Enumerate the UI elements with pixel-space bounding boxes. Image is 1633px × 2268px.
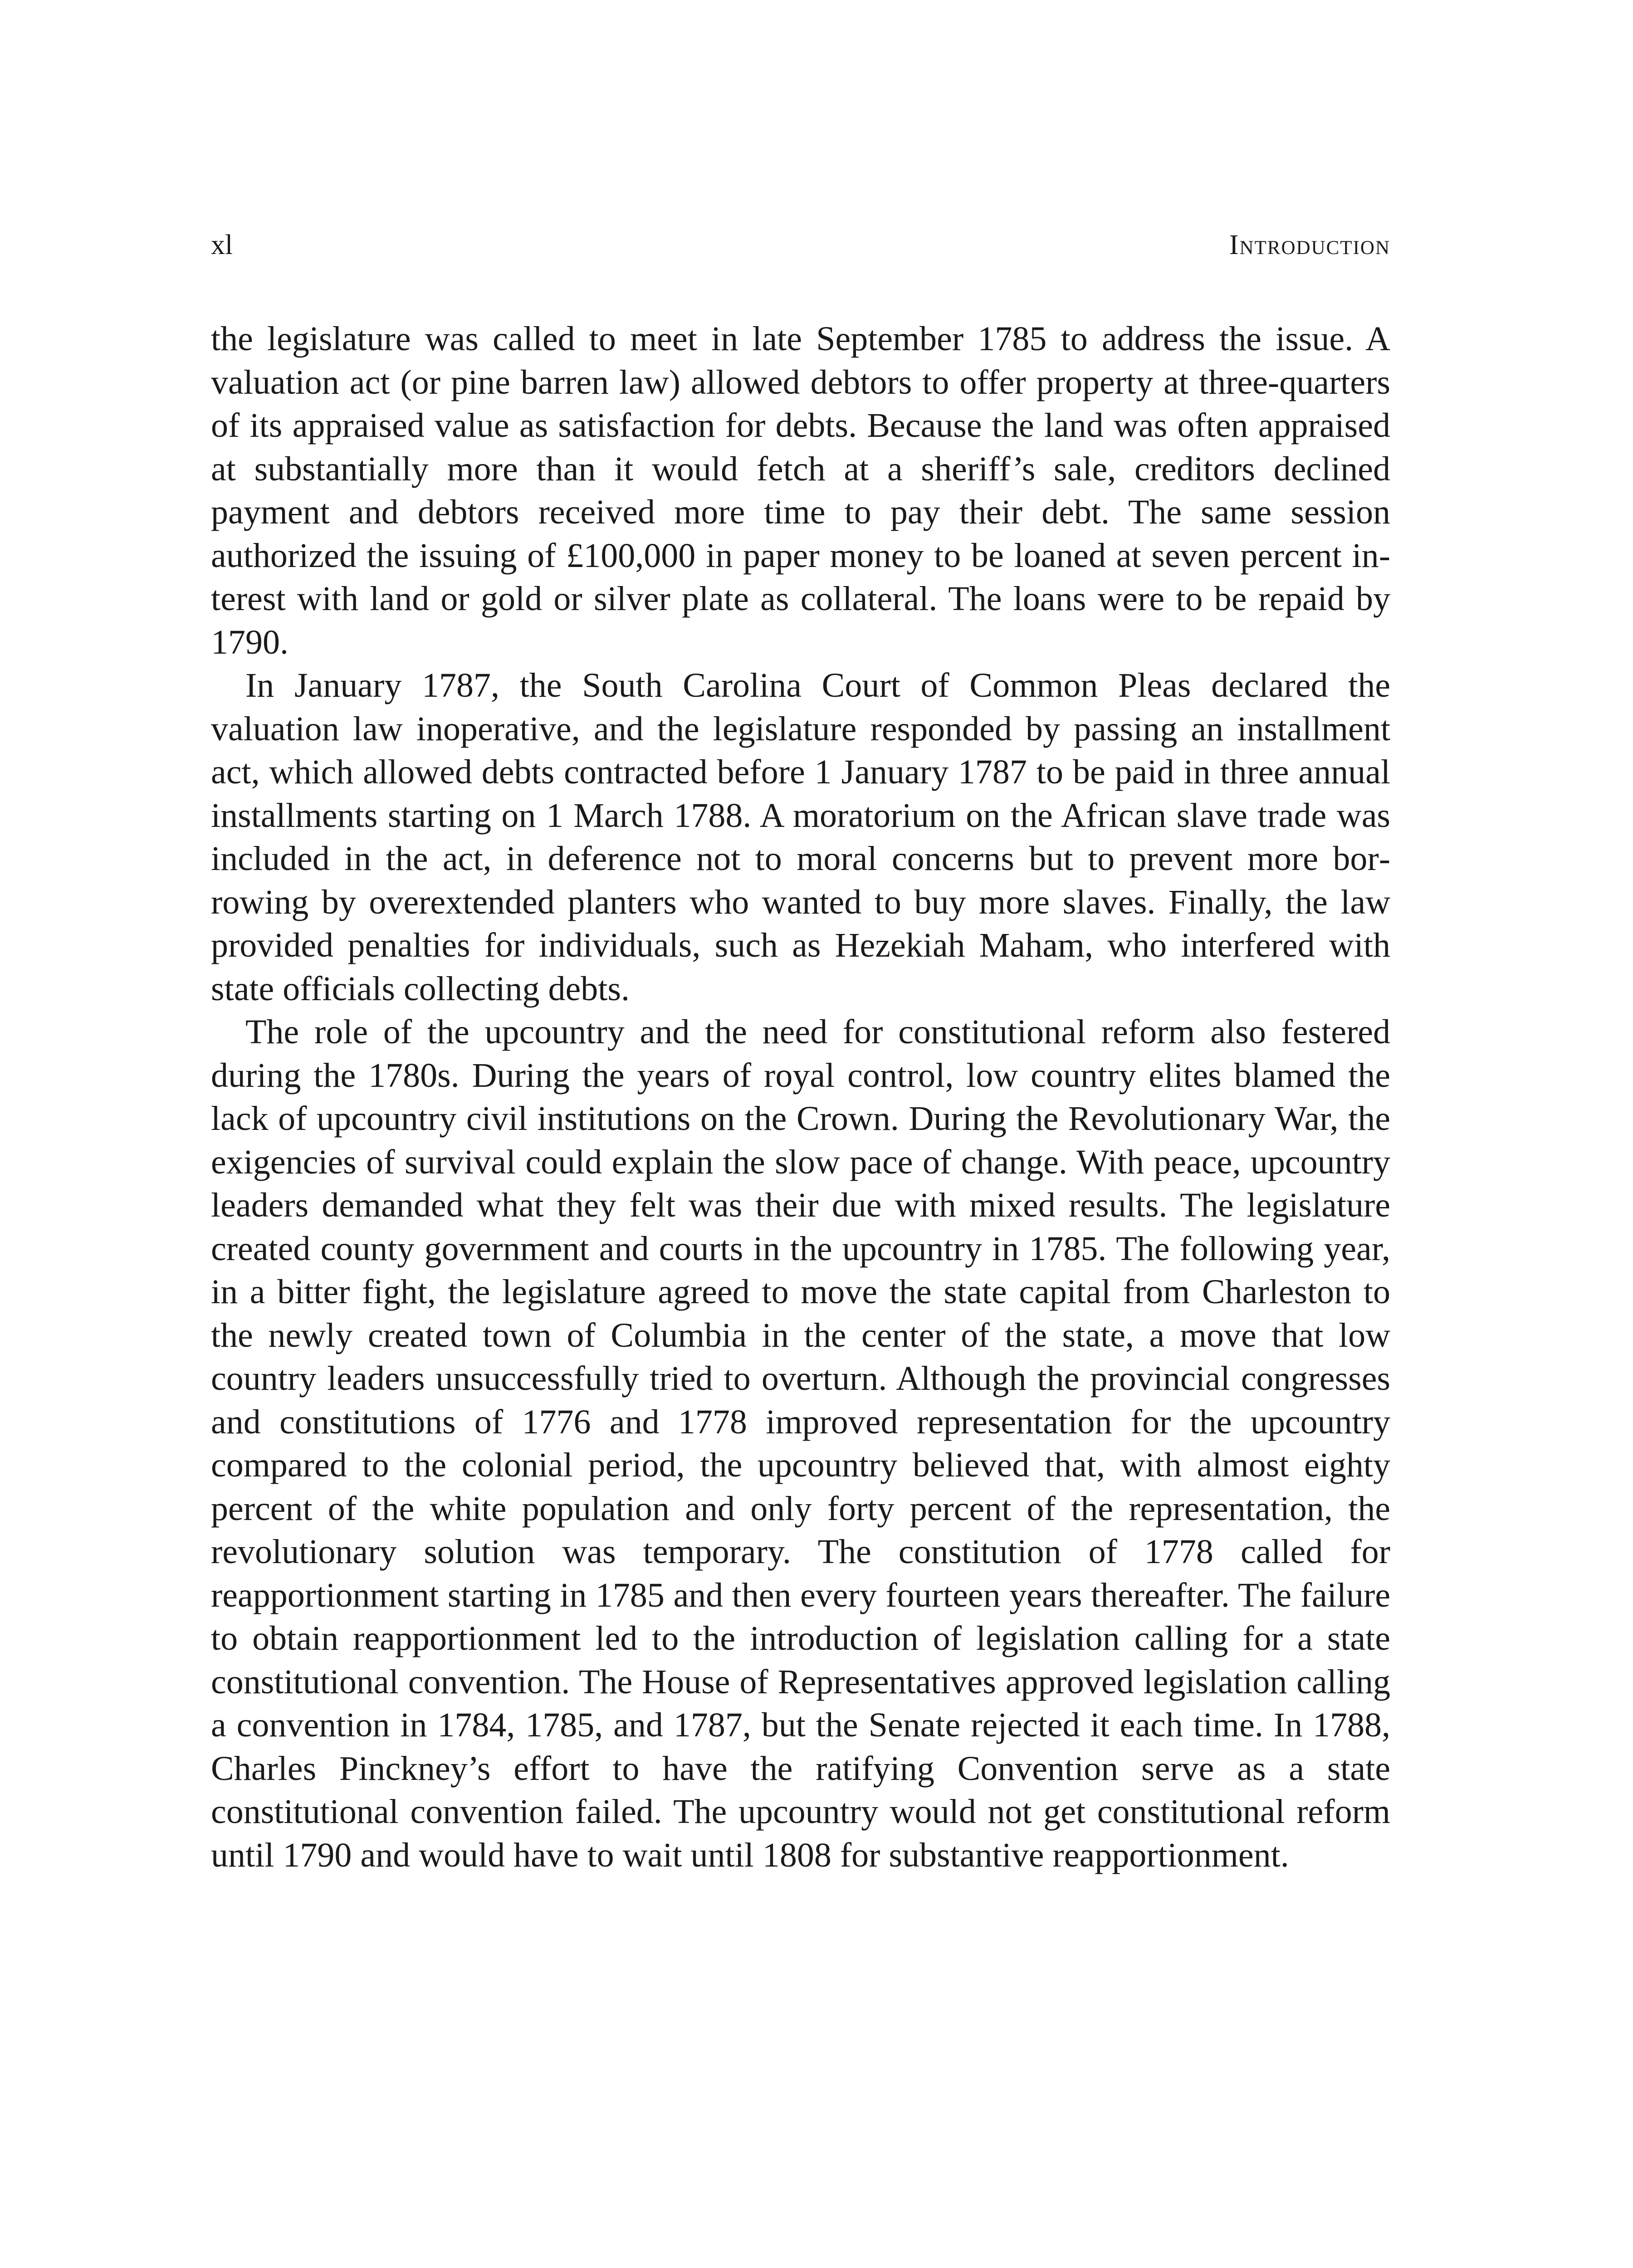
page-number: xl: [211, 230, 233, 260]
running-head: [211, 227, 1390, 263]
paragraph-1: the legislature was called to meet in late September 1785 to address the issue. A valuation act (or pine barren law) allowed debtors to offer property at three-quarters of its appraised value as satisfaction for debts. Because the land was often appraised at substantially more than it would fetch at a sheriff’s sale, creditors declined payment and debtors received more time to pay their debt. The same session authorized the issuing of £100,000 in paper money to be loaned at seven percent interest with land or gold or silver plate as collateral. The loans were to be repaid by 1790.: [211, 320, 1390, 661]
section-title: Introduction: [1229, 230, 1390, 260]
body-text: [211, 318, 1390, 1877]
paragraph-3: The role of the upcountry and the need for constitutional reform also festered during the 1780s. During the years of royal control, low country elites blamed the lack of upcountry civil institutions on the Crown. During the Revolutionary War, the exigencies of survival could explain the slow pace of change. With peace, upcountry leaders demanded what they felt was their due with mixed results. The legislature created county government and courts in the upcountry in 1785. The following year, in a bitter fight, the legislature agreed to move the state capital from Charleston to the newly created town of Columbia in the center of the state, a move that low country leaders unsuccessfully tried to overturn. Although the provincial congresses and constitutions of 1776 and 1778 improved representation for the upcountry compared to the colonial period, the upcountry believed that, with almost eighty percent of the white population and only forty percent of the representation, the revolutionary solution was temporary. The constitution of 1778 called for reapportionment starting in 1785 and then every fourteen years thereafter. The failure to obtain reapportionment led to the introduction of legislation calling for a state constitutional convention. The House of Representatives approved legislation calling a convention in 1784, 1785, and 1787, but the Senate rejected it each time. In 1788, Charles Pinckney’s effort to have the ratifying Convention serve as a state constitutional convention failed. The upcountry would not get constitutional reform until 1790 and would have to wait until 1808 for substantive reapportionment.: [211, 1013, 1390, 1874]
paragraph-2: In January 1787, the South Carolina Court of Common Pleas declared the valuation law inoperative, and the legislature responded by passing an installment act, which allowed debts contracted before 1 January 1787 to be paid in three annual installments starting on 1 March 1788. A moratorium on the African slave trade was included in the act, in deference not to moral concerns but to prevent more borrowing by overextended planters who wanted to buy more slaves. Finally, the law provided penalties for individuals, such as Hezekiah Maham, who interfered with state officials collecting debts.: [211, 666, 1390, 1008]
